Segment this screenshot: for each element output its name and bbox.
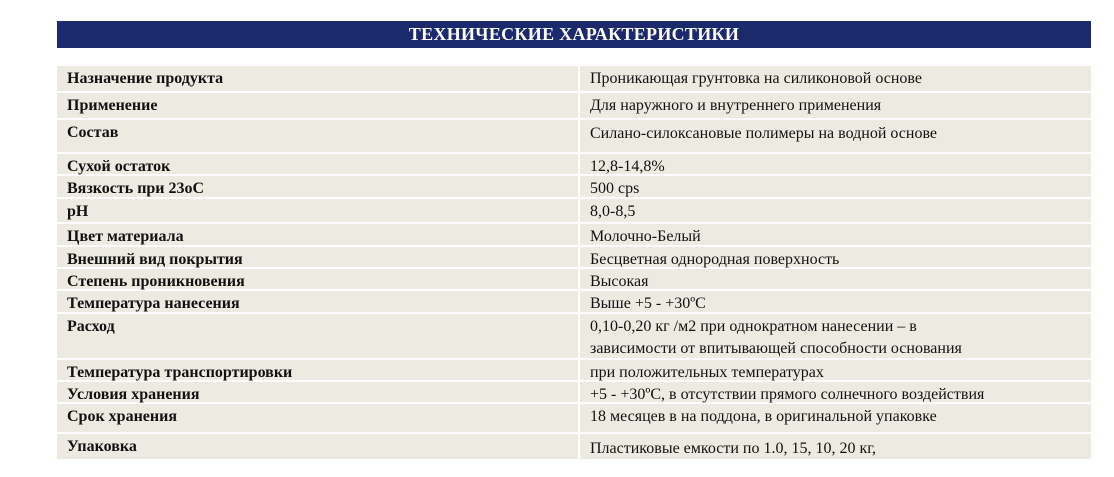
spec-name: Степень проникновения xyxy=(57,269,580,289)
table-row xyxy=(57,404,1091,434)
spec-name: Срок хранения xyxy=(57,404,580,432)
table-row xyxy=(57,382,1091,404)
table-row xyxy=(57,154,1091,176)
table-row xyxy=(57,291,1091,314)
spec-value-line: Проникающая грунтовка на силиконовой основе xyxy=(590,70,922,87)
spec-value-line: 12,8-14,8% xyxy=(590,158,665,175)
spec-value-line: +5 - +30ºС, в отсутствии прямого солнечного воздействия xyxy=(590,386,985,403)
spec-value xyxy=(580,224,1091,245)
spec-value xyxy=(580,176,1091,197)
spec-name: Температура нанесения xyxy=(57,291,580,312)
table-row xyxy=(57,93,1091,120)
spec-name: Расход xyxy=(57,314,580,358)
spec-value-line: Для наружного и внутреннего применения xyxy=(590,97,882,114)
table-row xyxy=(57,199,1091,224)
spec-name: Цвет материала xyxy=(57,224,580,245)
spec-value-line: Молочно-Белый xyxy=(590,228,701,245)
spec-value xyxy=(580,120,1091,152)
spec-value-line: Высокая xyxy=(590,273,649,290)
spec-value xyxy=(580,382,1091,402)
spec-name: Вязкость при 23оС xyxy=(57,176,580,197)
spec-name: Внешний вид покрытия xyxy=(57,247,580,267)
spec-value xyxy=(580,247,1091,267)
spec-value-line: 18 месяцев в на поддона, в оригинальной упаковке xyxy=(590,408,937,425)
spec-name: Состав xyxy=(57,120,580,152)
spec-value xyxy=(580,434,1091,459)
spec-name: Упаковка xyxy=(57,434,580,459)
spec-name: рН xyxy=(57,199,580,222)
spec-value xyxy=(580,404,1091,432)
spec-value xyxy=(580,93,1091,118)
spec-value-line: Бесцветная однородная поверхность xyxy=(590,251,840,268)
spec-name: Применение xyxy=(57,93,580,118)
specs-table xyxy=(57,66,1091,461)
spec-value-line: зависимости от впитывающей способности основания xyxy=(590,340,962,357)
spec-name: Сухой остаток xyxy=(57,154,580,174)
spec-value-line: при положительных температурах xyxy=(590,364,824,381)
spec-value-line: Пластиковые емкости по 1.0, 15, 10, 20 кг, xyxy=(590,440,876,457)
spec-value xyxy=(580,269,1091,289)
spec-value-line: 500 cps xyxy=(590,180,640,197)
spec-value xyxy=(580,360,1091,380)
spec-value-line: Выше +5 - +30ºС xyxy=(590,295,706,312)
spec-value xyxy=(580,291,1091,312)
table-row xyxy=(57,224,1091,247)
table-row xyxy=(57,314,1091,360)
table-row xyxy=(57,269,1091,291)
spec-value xyxy=(580,66,1091,91)
table-row xyxy=(57,247,1091,269)
spec-value xyxy=(580,314,1091,358)
table-row xyxy=(57,360,1091,382)
table-row xyxy=(57,176,1091,199)
spec-value xyxy=(580,199,1091,222)
spec-name: Назначение продукта xyxy=(57,66,580,91)
spec-name: Условия хранения xyxy=(57,382,580,402)
table-row xyxy=(57,66,1091,93)
table-row xyxy=(57,120,1091,154)
spec-name: Температура транспортировки xyxy=(57,360,580,380)
spec-value-line: Силано-силоксановые полимеры на водной основе xyxy=(590,125,938,142)
spec-value-line: 8,0-8,5 xyxy=(590,203,636,220)
spec-value xyxy=(580,154,1091,174)
spec-value-line: 0,10-0,20 кг /м2 при однократном нанесении – в xyxy=(590,318,917,335)
table-title: ТЕХНИЧЕСКИЕ ХАРАКТЕРИСТИКИ xyxy=(57,21,1091,48)
table-row xyxy=(57,434,1091,461)
